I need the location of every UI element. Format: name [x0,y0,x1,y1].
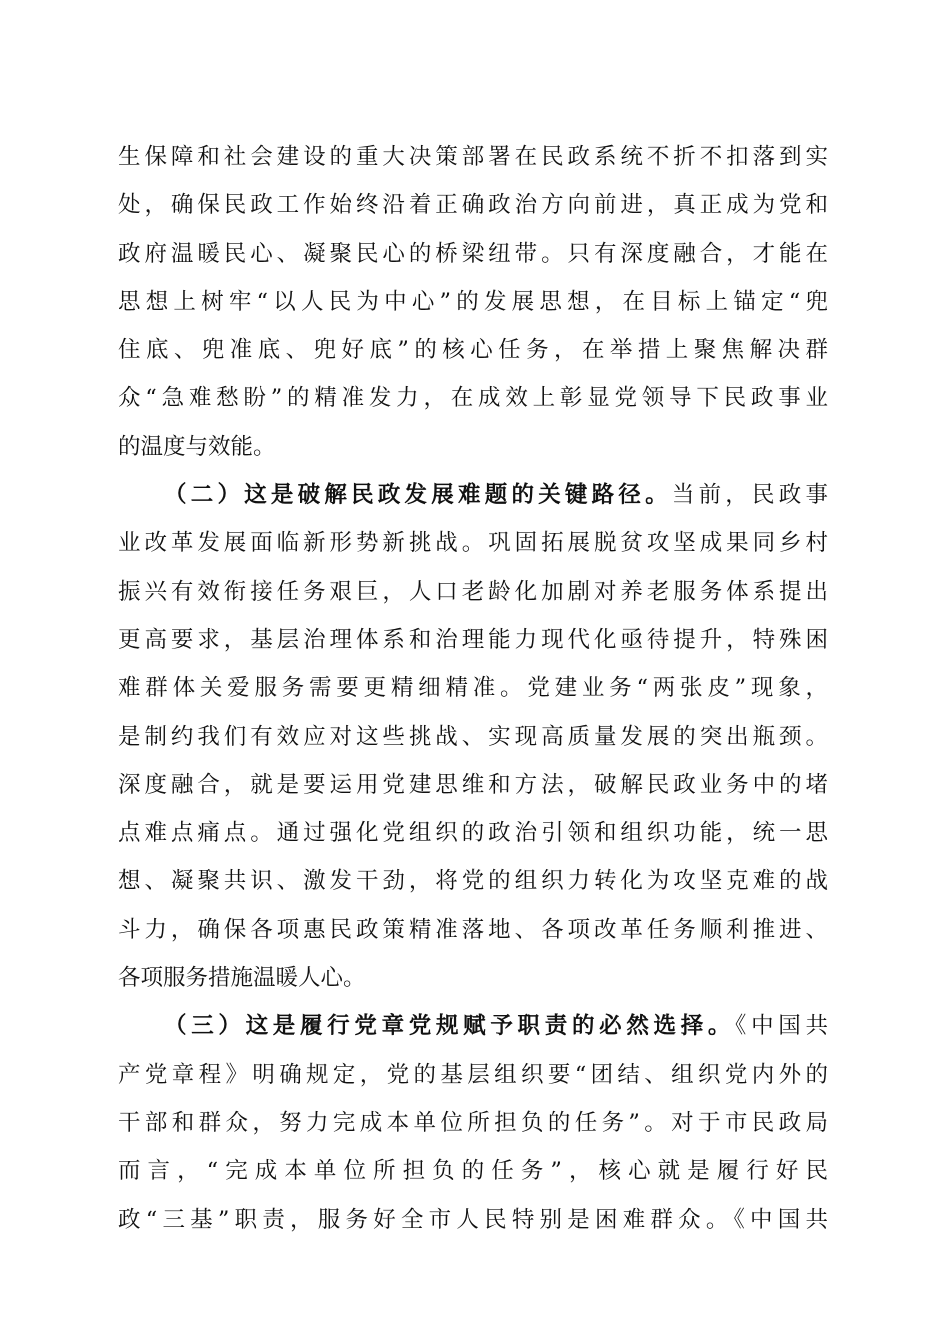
paragraph-first-line [118,1002,828,1050]
text-line: 业改革发展面临新形势新挑战。巩固拓展脱贫攻坚成果同乡村 [118,530,828,557]
text-line: 是制约我们有效应对这些挑战、实现高质量发展的突出瓶颈。 [118,723,828,750]
section-heading-3: （三）这是履行党章党规赋予职责的必然选择。 [164,1013,736,1040]
text-line: 政府温暖民心、凝聚民心的桥梁纽带。只有深度融合，才能在 [118,240,828,267]
paragraph-1 [118,133,828,471]
text-line: 斗力，确保各项惠民政策精准落地、各项改革任务顺利推进、 [118,916,828,943]
text-line: 住底、兜准底、兜好底”的核心任务，在举措上聚焦解决群 [118,337,828,364]
text-line: 众“急难愁盼”的精准发力，在成效上彰显党领导下民政事业 [118,385,828,412]
text-line: 政“三基”职责，服务好全市人民特别是困难群众。《中国共 [118,1206,828,1233]
paragraph-2 [118,471,828,1002]
text-line: 而言，“完成本单位所担负的任务”，核心就是履行好民 [118,1158,828,1185]
paragraph-first-line [118,471,828,519]
text-line: 难群体关爱服务需要更精细精准。党建业务“两张皮”现象， [118,675,828,702]
text-line: 干部和群众，努力完成本单位所担负的任务”。对于市民政局 [118,1109,828,1136]
text-span: 《中国共 [735,1013,828,1040]
text-line: 处，确保民政工作始终沿着正确政治方向前进，真正成为党和 [118,192,828,219]
document-body [118,133,828,1244]
text-line: 点难点痛点。通过强化党组织的政治引领和组织功能，统一思 [118,820,828,847]
text-line: 思想上树牢“以人民为中心”的发展思想，在目标上锚定“兜 [118,288,828,315]
section-heading-2: （二）这是破解民政发展难题的关键路径。 [164,482,672,509]
text-line: 产党章程》明确规定，党的基层组织要“团结、组织党内外的 [118,1061,828,1088]
text-span: 当前，民政事 [671,482,828,509]
text-line: 更高要求，基层治理体系和治理能力现代化亟待提升，特殊困 [118,626,828,653]
text-line: 振兴有效衔接任务艰巨，人口老龄化加剧对养老服务体系提出 [118,578,828,605]
paragraph-3 [118,1002,828,1243]
text-line: 深度融合，就是要运用党建思维和方法，破解民政业务中的堵 [118,771,828,798]
text-line: 想、凝聚共识、激发干劲，将党的组织力转化为攻坚克难的战 [118,868,828,895]
text-line: 各项服务措施温暖人心。 [118,965,366,992]
text-line: 的温度与效能。 [118,433,276,460]
text-line: 生保障和社会建设的重大决策部署在民政系统不折不扣落到实 [118,144,828,170]
